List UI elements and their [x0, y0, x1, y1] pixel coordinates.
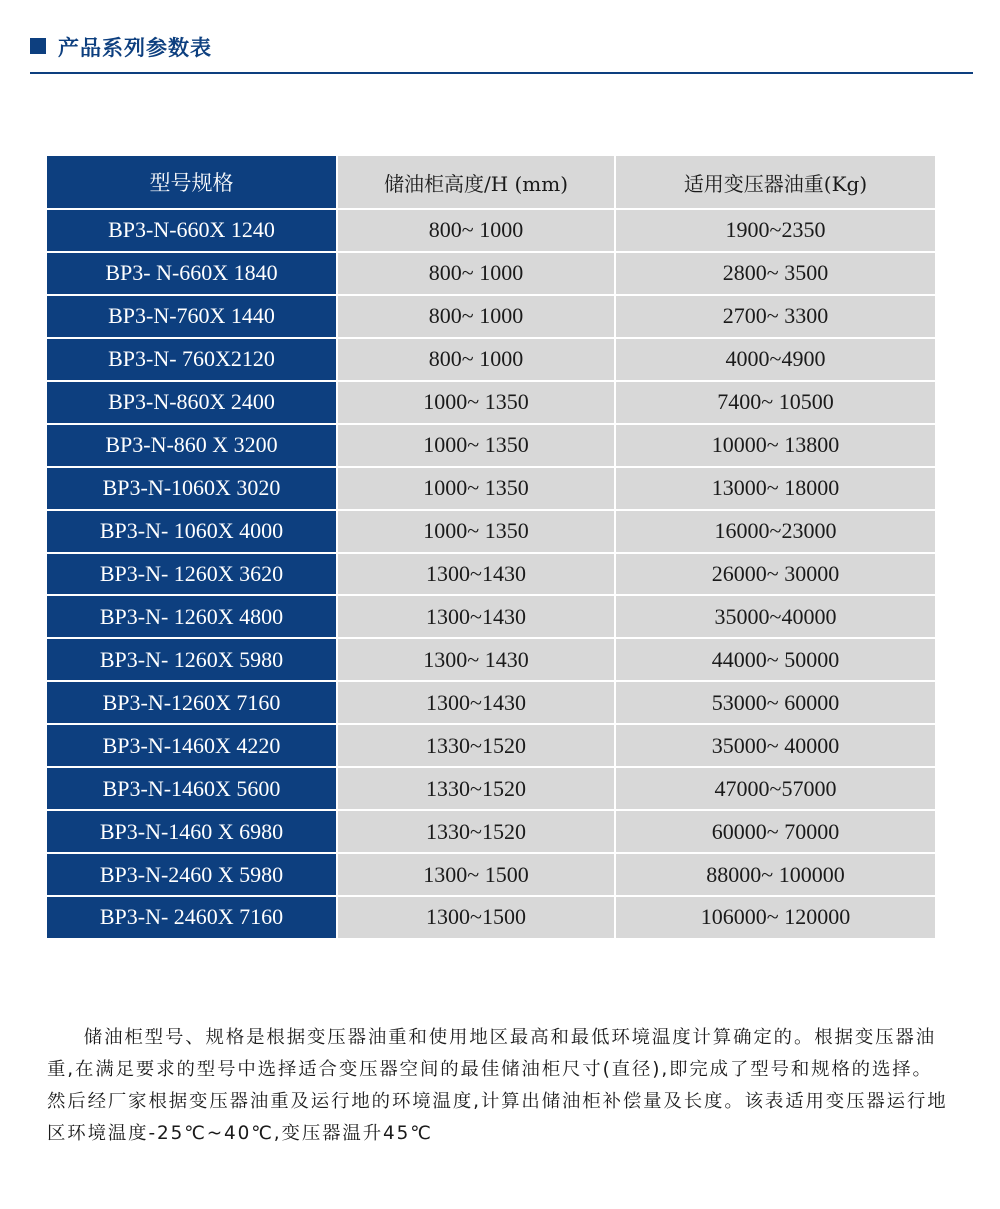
table-row — [47, 210, 935, 253]
table-row — [47, 554, 935, 597]
cell-oil-weight: 53000~ 60000 — [616, 682, 935, 723]
cell-height: 1330~1520 — [338, 811, 616, 852]
cell-height: 1300~1500 — [338, 897, 616, 938]
table-row — [47, 296, 935, 339]
table-row — [47, 682, 935, 725]
cell-height: 800~ 1000 — [338, 253, 616, 294]
cell-model: BP3-N-1460X 4220 — [47, 725, 338, 766]
cell-oil-weight: 44000~ 50000 — [616, 639, 935, 680]
cell-model: BP3-N-1460X 5600 — [47, 768, 338, 809]
table-row — [47, 511, 935, 554]
cell-oil-weight: 4000~4900 — [616, 339, 935, 380]
table-row — [47, 468, 935, 511]
cell-model: BP3-N- 1260X 3620 — [47, 554, 338, 595]
table-row — [47, 897, 935, 938]
cell-model: BP3-N- 1060X 4000 — [47, 511, 338, 552]
cell-oil-weight: 88000~ 100000 — [616, 854, 935, 895]
parameter-table — [47, 156, 935, 938]
section-header — [30, 30, 973, 74]
table-row — [47, 382, 935, 425]
cell-height: 1300~1430 — [338, 596, 616, 637]
cell-oil-weight: 106000~ 120000 — [616, 897, 935, 938]
cell-height: 1000~ 1350 — [338, 468, 616, 509]
cell-model: BP3-N- 760X2120 — [47, 339, 338, 380]
cell-oil-weight: 35000~40000 — [616, 596, 935, 637]
cell-oil-weight: 60000~ 70000 — [616, 811, 935, 852]
cell-height: 1000~ 1350 — [338, 382, 616, 423]
table-row — [47, 725, 935, 768]
cell-oil-weight: 1900~2350 — [616, 210, 935, 251]
table-row — [47, 425, 935, 468]
table-row — [47, 811, 935, 854]
cell-model: BP3-N-1260X 7160 — [47, 682, 338, 723]
cell-height: 1000~ 1350 — [338, 425, 616, 466]
cell-oil-weight: 47000~57000 — [616, 768, 935, 809]
cell-model: BP3-N- 1260X 4800 — [47, 596, 338, 637]
column-header-height: 储油柜高度/H (mm) — [338, 156, 616, 208]
cell-model: BP3-N- 1260X 5980 — [47, 639, 338, 680]
table-row — [47, 596, 935, 639]
cell-oil-weight: 10000~ 13800 — [616, 425, 935, 466]
cell-height: 1300~ 1500 — [338, 854, 616, 895]
cell-height: 1000~ 1350 — [338, 511, 616, 552]
table-row — [47, 854, 935, 897]
description-text: 储油柜型号、规格是根据变压器油重和使用地区最高和最低环境温度计算确定的。根据变压器油重,在满足要求的型号中选择适合变压器空间的最佳储油柜尺寸(直径),即完成了型号和规格的选择。然后经厂家根据变压器油重及运行地的环境温度,计算出储油柜补偿量及长度。该表适用变压器运行地区环境温度-25℃~40℃,变压器温升45℃ — [47, 1027, 948, 1144]
cell-oil-weight: 7400~ 10500 — [616, 382, 935, 423]
cell-oil-weight: 26000~ 30000 — [616, 554, 935, 595]
table-row — [47, 253, 935, 296]
cell-model: BP3-N-2460 X 5980 — [47, 854, 338, 895]
square-bullet-icon — [30, 38, 46, 54]
cell-height: 1330~1520 — [338, 725, 616, 766]
table-row — [47, 339, 935, 382]
cell-model: BP3-N-760X 1440 — [47, 296, 338, 337]
table-row — [47, 768, 935, 811]
cell-height: 1300~ 1430 — [338, 639, 616, 680]
cell-model: BP3-N-860X 2400 — [47, 382, 338, 423]
cell-oil-weight: 16000~23000 — [616, 511, 935, 552]
table-header-row — [47, 156, 935, 210]
section-title: 产品系列参数表 — [58, 36, 212, 60]
cell-model: BP3-N- 2460X 7160 — [47, 897, 338, 938]
cell-oil-weight: 2700~ 3300 — [616, 296, 935, 337]
cell-height: 1300~1430 — [338, 554, 616, 595]
column-header-oil-weight: 适用变压器油重(Kg) — [616, 156, 935, 208]
cell-model: BP3-N-1060X 3020 — [47, 468, 338, 509]
cell-height: 800~ 1000 — [338, 210, 616, 251]
cell-oil-weight: 13000~ 18000 — [616, 468, 935, 509]
description-paragraph — [47, 1022, 952, 1150]
cell-oil-weight: 2800~ 3500 — [616, 253, 935, 294]
column-header-model: 型号规格 — [47, 156, 338, 208]
cell-height: 800~ 1000 — [338, 339, 616, 380]
cell-height: 1330~1520 — [338, 768, 616, 809]
table-row — [47, 639, 935, 682]
cell-oil-weight: 35000~ 40000 — [616, 725, 935, 766]
cell-model: BP3-N-660X 1240 — [47, 210, 338, 251]
cell-height: 1300~1430 — [338, 682, 616, 723]
cell-model: BP3- N-660X 1840 — [47, 253, 338, 294]
cell-model: BP3-N-1460 X 6980 — [47, 811, 338, 852]
cell-height: 800~ 1000 — [338, 296, 616, 337]
cell-model: BP3-N-860 X 3200 — [47, 425, 338, 466]
